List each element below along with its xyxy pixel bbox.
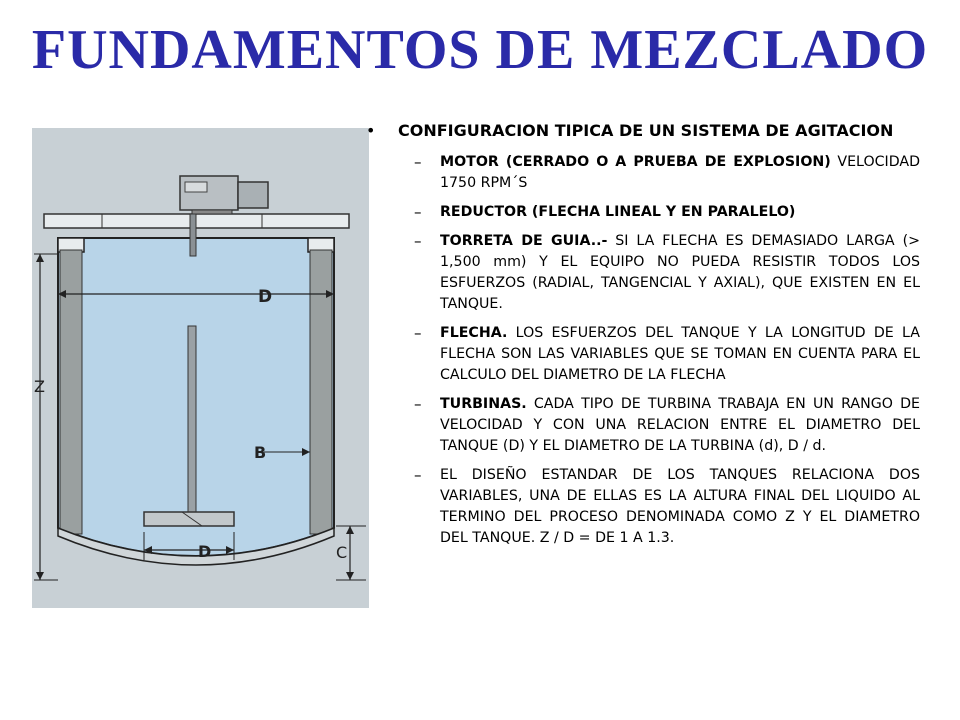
- shaft: [188, 326, 196, 514]
- list-item-heading: MOTOR (CERRADO O A PRUEBA DE EXPLOSION): [440, 154, 831, 170]
- list-item-body: LOS ESFUERZOS DEL TANQUE Y LA LONGITUD DE LA FLECHA SON LAS VARIABLES QUE SE TOMAN EN CUENTA PARA EL CALCULO DEL DIAMETRO DE LA FLECHA: [440, 325, 920, 383]
- list-item: [366, 323, 920, 386]
- dash-marker: –: [414, 324, 422, 342]
- main-bullet-text: CONFIGURACION TIPICA DE UN SISTEMA DE AGITACION: [398, 121, 894, 140]
- list-item-body: SI LA FLECHA ES DEMASIADO LARGA (> 1,500 mm) Y EL EQUIPO NO PUEDA RESISTIR TODOS LOS ESFUERZOS (RADIAL, TANGENCIAL Y AXIAL), QUE EXISTEN EN EL TANQUE.: [440, 233, 920, 312]
- list-item-heading: TURBINAS.: [440, 396, 527, 412]
- tank-diameter-label: D: [258, 287, 273, 307]
- list-item-text: [440, 465, 920, 549]
- agitation-tank-diagram: [32, 128, 369, 608]
- dash-marker: –: [414, 153, 422, 171]
- list-item-body: EL DISEÑO ESTANDAR DE LOS TANQUES RELACIONA DOS VARIABLES, UNA DE ELLAS ES LA ALTURA FINAL DEL LIQUIDO AL TERMINO DEL PROCESO DENOMINADA COMO Z Y EL DIAMETRO DEL TANQUE. Z / D = DE 1 A 1.3.: [440, 467, 920, 546]
- baffle-label: B: [254, 443, 267, 462]
- page-title: FUNDAMENTOS DE MEZCLADO: [31, 19, 929, 81]
- list-item-text: [440, 202, 920, 223]
- clearance-label: C: [336, 543, 348, 562]
- dash-marker: –: [414, 203, 422, 221]
- list-item-body: CADA TIPO DE TURBINA TRABAJA EN UN RANGO DE VELOCIDAD Y CON UNA RELACION ENTRE EL DIAMETRO DEL TANQUE (D) Y EL DIAMETRO DE LA TURBINA (d), D / d.: [440, 396, 920, 454]
- list-item: [366, 465, 920, 549]
- list-item: [366, 231, 920, 315]
- list-item: [366, 202, 920, 223]
- sub-items-list: [366, 152, 920, 549]
- list-item-body: VELOCIDAD 1750 RPM´S: [440, 154, 921, 191]
- list-item: [366, 394, 920, 457]
- list-item-text: [440, 231, 920, 315]
- upper-shaft: [190, 214, 196, 256]
- list-item-heading: REDUCTOR (FLECHA LINEAL Y EN PARALELO): [440, 204, 796, 220]
- turbine-impeller: [144, 512, 234, 526]
- impeller-diameter-label: D: [198, 542, 212, 561]
- main-bullet: [366, 120, 920, 142]
- list-item-heading: TORRETA DE GUIA..-: [440, 233, 608, 249]
- list-item: [366, 152, 920, 194]
- list-item-heading: FLECHA.: [440, 325, 508, 341]
- dash-marker: –: [414, 466, 422, 484]
- dash-marker: –: [414, 232, 422, 250]
- bullet-marker: •: [366, 121, 376, 140]
- list-item-text: [440, 394, 920, 457]
- text-content: [366, 120, 920, 557]
- list-item-text: [440, 323, 920, 386]
- motor-icon: [180, 176, 268, 214]
- liquid-height-label: Z: [34, 377, 45, 396]
- dash-marker: –: [414, 395, 422, 413]
- list-item-text: [440, 152, 920, 194]
